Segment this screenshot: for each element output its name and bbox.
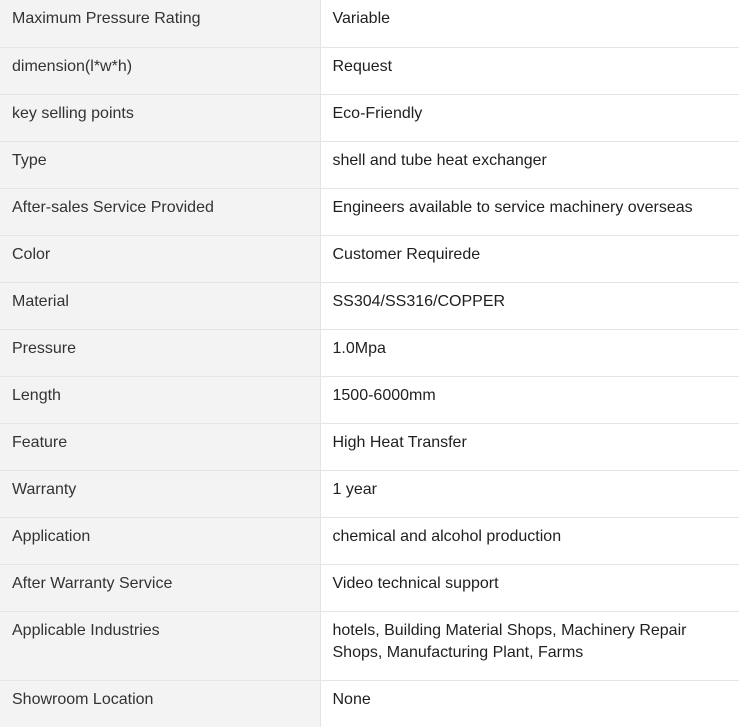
spec-row-feature bbox=[0, 423, 739, 470]
spec-row-after-warranty-service bbox=[0, 564, 739, 611]
spec-row-maximum-pressure-rating bbox=[0, 0, 739, 47]
spec-value: None bbox=[320, 680, 739, 727]
spec-row-type bbox=[0, 141, 739, 188]
spec-value: hotels, Building Material Shops, Machinery Repair Shops, Manufacturing Plant, Farms bbox=[320, 611, 739, 680]
spec-value: Engineers available to service machinery overseas bbox=[320, 188, 739, 235]
spec-label: Applicable Industries bbox=[0, 611, 320, 680]
spec-row-warranty bbox=[0, 470, 739, 517]
spec-value: Video technical support bbox=[320, 564, 739, 611]
spec-label: Maximum Pressure Rating bbox=[0, 0, 320, 47]
spec-label: Application bbox=[0, 517, 320, 564]
spec-value: Customer Requirede bbox=[320, 235, 739, 282]
spec-value: Request bbox=[320, 47, 739, 94]
spec-value: Variable bbox=[320, 0, 739, 47]
spec-value: Eco-Friendly bbox=[320, 94, 739, 141]
spec-label: Type bbox=[0, 141, 320, 188]
spec-label: dimension(l*w*h) bbox=[0, 47, 320, 94]
spec-row-key-selling-points bbox=[0, 94, 739, 141]
spec-value: 1500-6000mm bbox=[320, 376, 739, 423]
spec-value: SS304/SS316/COPPER bbox=[320, 282, 739, 329]
spec-value: chemical and alcohol production bbox=[320, 517, 739, 564]
spec-row-pressure bbox=[0, 329, 739, 376]
spec-value: 1.0Mpa bbox=[320, 329, 739, 376]
spec-label: Showroom Location bbox=[0, 680, 320, 727]
spec-row-showroom-location bbox=[0, 680, 739, 727]
spec-label: key selling points bbox=[0, 94, 320, 141]
spec-row-length bbox=[0, 376, 739, 423]
spec-label: Feature bbox=[0, 423, 320, 470]
spec-value: shell and tube heat exchanger bbox=[320, 141, 739, 188]
spec-label: Warranty bbox=[0, 470, 320, 517]
spec-row-dimension bbox=[0, 47, 739, 94]
spec-row-application bbox=[0, 517, 739, 564]
spec-label: Length bbox=[0, 376, 320, 423]
spec-value: 1 year bbox=[320, 470, 739, 517]
spec-row-after-sales-service bbox=[0, 188, 739, 235]
spec-label: Material bbox=[0, 282, 320, 329]
spec-row-material bbox=[0, 282, 739, 329]
spec-label: After-sales Service Provided bbox=[0, 188, 320, 235]
spec-row-color bbox=[0, 235, 739, 282]
spec-row-applicable-industries bbox=[0, 611, 739, 680]
spec-label: Color bbox=[0, 235, 320, 282]
spec-label: Pressure bbox=[0, 329, 320, 376]
spec-label: After Warranty Service bbox=[0, 564, 320, 611]
spec-value: High Heat Transfer bbox=[320, 423, 739, 470]
